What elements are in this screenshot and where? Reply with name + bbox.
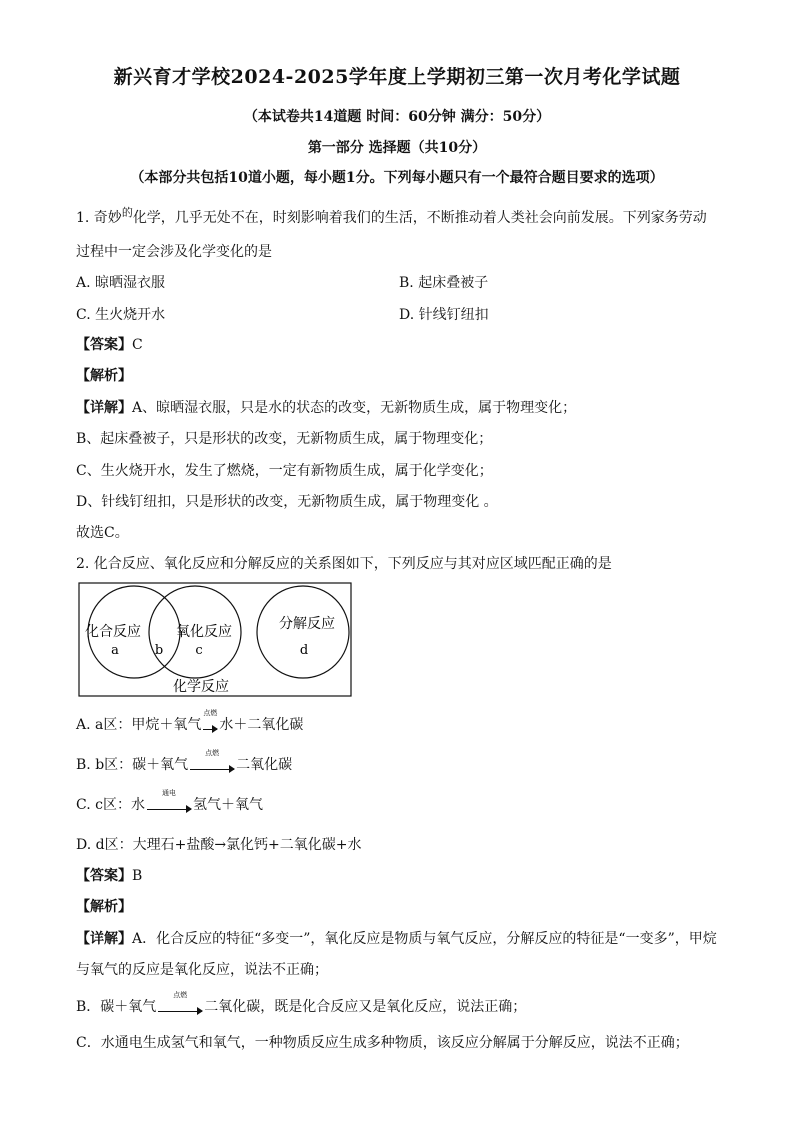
q2-option-a-prefix: A. a区： <box>76 717 132 733</box>
q1-detail-1 <box>76 397 576 417</box>
q1-answer <box>76 334 143 354</box>
label-decomposition: 分解反应 <box>279 616 335 632</box>
q2-detail-b-left: 碳＋氧气 <box>100 999 157 1015</box>
reaction-condition: 通电 <box>161 789 176 797</box>
q1-conclusion: 故选C。 <box>76 525 129 541</box>
q1-answer-label: 【答案】 <box>76 337 132 353</box>
q1-stem-post: 化学，几乎无处不在，时刻影响着我们的生活，不断推动着人类社会向前发展。下列家务劳动 <box>132 210 707 226</box>
q2-option-b-prefix: B. b区： <box>76 757 133 773</box>
q1-answer-value: C <box>132 337 143 353</box>
circle-decomposition <box>257 586 349 678</box>
q2-option-c-prefix: C. c区： <box>76 797 131 813</box>
q2-answer-label: 【答案】 <box>76 868 132 884</box>
region-c: c <box>195 643 203 658</box>
q1-option-c: C. 生火烧开水 <box>76 307 166 323</box>
part-instruction: （本部分共包括10道小题，每小题1分。下列每小题只有一个最符合题目要求的选项） <box>130 170 664 186</box>
q2-option-a-right: 水＋二氧化碳 <box>219 717 304 733</box>
q2-answer <box>76 865 142 885</box>
q1-detail-4: D、针线钉纽扣，只是形状的改变，无新物质生成，属于物理变化 。 <box>76 494 498 510</box>
q1-option-d: D. 针线钉纽扣 <box>399 307 489 323</box>
q1-detail-1-text: A、晾晒湿衣服，只是水的状态的改变，无新物质生成，属于物理变化； <box>132 400 577 416</box>
q1-analysis-label: 【解析】 <box>76 368 132 384</box>
q2-option-c-right: 氢气＋氧气 <box>192 797 263 813</box>
q2-option-a <box>76 709 304 734</box>
q1-detail-2: B、起床叠被子，只是形状的改变，无新物质生成，属于物理变化； <box>76 431 493 447</box>
reaction-arrow-icon <box>158 991 202 1016</box>
q2-detail-a1-text: A．化合反应的特征“多变一”，氧化反应是物质与氧气反应，分解反应的特征是“一变多”，甲烷 <box>132 931 717 947</box>
q1-stem-sup: 的 <box>121 206 133 219</box>
q2-option-b-right: 二氧化碳 <box>236 757 293 773</box>
q2-option-d: D. d区：大理石+盐酸→氯化钙+二氧化碳+水 <box>76 837 362 853</box>
label-combination: 化合反应 <box>85 624 141 640</box>
reaction-arrow-icon <box>190 749 234 774</box>
q2-detail-a1 <box>76 928 717 948</box>
label-oxidation: 氧化反应 <box>176 624 232 640</box>
reaction-condition: 点燃 <box>173 991 188 999</box>
reaction-condition: 点燃 <box>205 749 220 757</box>
q2-detail-b-prefix: B． <box>76 999 101 1015</box>
reaction-venn-diagram <box>78 582 352 697</box>
q2-analysis-label: 【解析】 <box>76 899 132 915</box>
q2-stem: 2. 化合反应、氧化反应和分解反应的关系图如下，下列反应与其对应区域匹配正确的是 <box>76 556 612 572</box>
q1-stem-line2: 过程中一定会涉及化学变化的是 <box>76 244 272 260</box>
q1-detail-label: 【详解】 <box>76 400 132 416</box>
q2-option-c <box>76 789 263 814</box>
q1-option-b: B. 起床叠被子 <box>399 275 489 291</box>
region-d: d <box>299 643 309 658</box>
q2-detail-c: C．水通电生成氢气和氧气，一种物质反应生成多种物质，该反应分解属于分解反应，说法不正确； <box>76 1035 689 1051</box>
q2-detail-b <box>76 991 527 1016</box>
q2-option-a-left: 甲烷＋氧气 <box>131 717 202 733</box>
exam-info: （本试卷共14道题 时间：60分钟 满分：50分） <box>243 109 551 125</box>
q2-option-b-left: 碳＋氧气 <box>132 757 189 773</box>
q1-detail-3: C、生火烧开水，发生了燃烧，一定有新物质生成，属于化学变化； <box>76 463 493 479</box>
region-a: a <box>111 643 119 658</box>
q2-option-c-left: 水 <box>130 797 145 813</box>
q1-option-a: A. 晾晒湿衣服 <box>76 275 166 291</box>
reaction-arrow-icon <box>147 789 191 814</box>
exam-title: 新兴育才学校2024-2025学年度上学期初三第一次月考化学试题 <box>113 66 681 88</box>
q2-detail-a2: 与氧气的反应是氧化反应，说法不正确； <box>76 962 328 978</box>
q2-answer-value: B <box>132 868 143 884</box>
q2-option-b <box>76 749 293 774</box>
part-heading: 第一部分 选择题（共10分） <box>307 140 487 156</box>
reaction-condition: 点燃 <box>203 709 218 717</box>
q2-detail-label: 【详解】 <box>76 931 132 947</box>
q2-detail-b-right: 二氧化碳 <box>204 999 261 1015</box>
reaction-arrow-icon <box>203 709 218 734</box>
q1-stem-pre: 1. 奇妙 <box>76 210 122 226</box>
region-b: b <box>154 643 164 658</box>
label-chemical-reaction: 化学反应 <box>173 679 229 695</box>
q1-stem-line1 <box>76 207 707 227</box>
q2-detail-b-post: ，既是化合反应又是氧化反应，说法正确； <box>260 999 527 1015</box>
